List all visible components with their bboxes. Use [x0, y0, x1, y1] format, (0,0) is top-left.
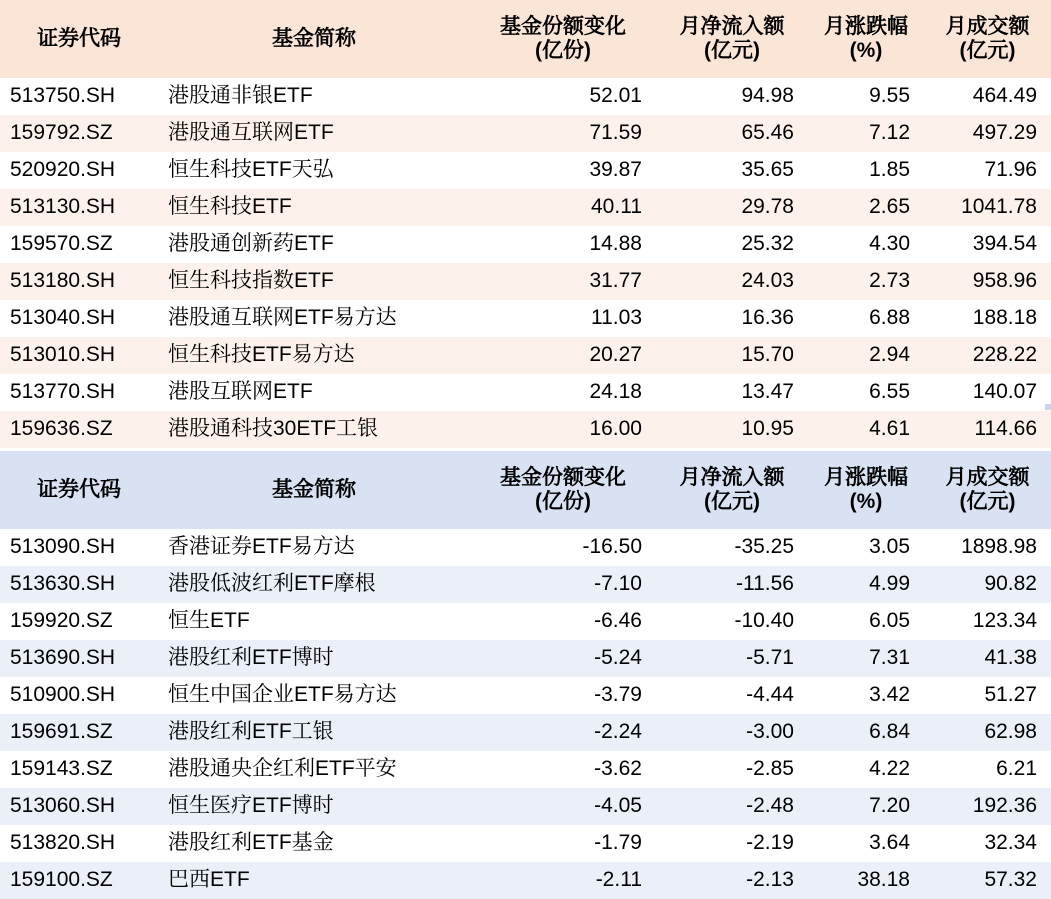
- cell-share-change: -1.79: [470, 825, 656, 862]
- column-header-code: [0, 451, 158, 529]
- cell-fund-name: 恒生科技指数ETF: [158, 263, 470, 300]
- table-row: [0, 374, 1051, 411]
- column-header-share-change: [470, 0, 656, 78]
- header-main: 证券代码: [37, 477, 121, 501]
- cell-monthly-change: 7.20: [808, 788, 924, 825]
- cell-code: 513750.SH: [0, 78, 158, 115]
- table-row: [0, 714, 1051, 751]
- cell-monthly-change: 7.31: [808, 640, 924, 677]
- cell-monthly-change: 4.61: [808, 411, 924, 448]
- cell-net-inflow: -2.85: [656, 751, 808, 788]
- cell-fund-name: 恒生科技ETF易方达: [158, 337, 470, 374]
- cell-turnover: 1898.98: [924, 529, 1051, 566]
- cell-monthly-change: 3.05: [808, 529, 924, 566]
- cell-turnover: 958.96: [924, 263, 1051, 300]
- cell-monthly-change: 4.30: [808, 226, 924, 263]
- table-row: [0, 115, 1051, 152]
- cell-fund-name: 恒生科技ETF天弘: [158, 152, 470, 189]
- cell-share-change: -6.46: [470, 603, 656, 640]
- cell-fund-name: 香港证券ETF易方达: [158, 529, 470, 566]
- cell-code: 513130.SH: [0, 189, 158, 226]
- cell-fund-name: 港股通科技30ETF工银: [158, 411, 470, 448]
- cell-net-inflow: -10.40: [656, 603, 808, 640]
- cell-monthly-change: 4.22: [808, 751, 924, 788]
- cell-code: 510900.SH: [0, 677, 158, 714]
- cell-code: 513040.SH: [0, 300, 158, 337]
- cell-net-inflow: -4.44: [656, 677, 808, 714]
- header-sub: (亿元): [959, 39, 1016, 62]
- table-row: [0, 189, 1051, 226]
- header-main: 基金份额变化: [500, 14, 626, 38]
- cell-share-change: -3.62: [470, 751, 656, 788]
- cell-share-change: 14.88: [470, 226, 656, 263]
- cell-share-change: 16.00: [470, 411, 656, 448]
- cell-net-inflow: 16.36: [656, 300, 808, 337]
- cell-monthly-change: 3.64: [808, 825, 924, 862]
- column-header-fund-name: [158, 0, 470, 78]
- cell-code: 159691.SZ: [0, 714, 158, 751]
- column-header-share-change: [470, 451, 656, 529]
- cell-turnover: 192.36: [924, 788, 1051, 825]
- cell-net-inflow: 94.98: [656, 78, 808, 115]
- table-row: [0, 226, 1051, 263]
- cell-code: 159570.SZ: [0, 226, 158, 263]
- cell-turnover: 123.34: [924, 603, 1051, 640]
- header-sub: (亿元): [704, 39, 760, 62]
- cell-turnover: 32.34: [924, 825, 1051, 862]
- cell-fund-name: 恒生ETF: [158, 603, 470, 640]
- cell-share-change: 39.87: [470, 152, 656, 189]
- header-sub: (亿元): [959, 490, 1016, 513]
- cell-code: 520920.SH: [0, 152, 158, 189]
- cell-net-inflow: -2.13: [656, 862, 808, 899]
- cell-net-inflow: 10.95: [656, 411, 808, 448]
- column-header-net-inflow: [656, 0, 808, 78]
- outflow-table: [0, 451, 1051, 899]
- cell-net-inflow: -2.48: [656, 788, 808, 825]
- cell-fund-name: 港股通非银ETF: [158, 78, 470, 115]
- cell-turnover: 497.29: [924, 115, 1051, 152]
- cell-code: 159920.SZ: [0, 603, 158, 640]
- header-main: 基金份额变化: [500, 465, 626, 489]
- edge-marker: [1045, 404, 1051, 410]
- header-main: 月成交额: [945, 465, 1030, 489]
- cell-fund-name: 港股通创新药ETF: [158, 226, 470, 263]
- column-header-turnover: [924, 0, 1051, 78]
- cell-monthly-change: 6.05: [808, 603, 924, 640]
- table-row: [0, 825, 1051, 862]
- cell-share-change: -5.24: [470, 640, 656, 677]
- cell-net-inflow: 24.03: [656, 263, 808, 300]
- cell-code: 159143.SZ: [0, 751, 158, 788]
- cell-share-change: -2.11: [470, 862, 656, 899]
- cell-turnover: 140.07: [924, 374, 1051, 411]
- cell-fund-name: 巴西ETF: [158, 862, 470, 899]
- cell-code: 513090.SH: [0, 529, 158, 566]
- cell-turnover: 57.32: [924, 862, 1051, 899]
- cell-fund-name: 港股互联网ETF: [158, 374, 470, 411]
- table-row: [0, 566, 1051, 603]
- cell-net-inflow: 29.78: [656, 189, 808, 226]
- table-row: [0, 411, 1051, 448]
- column-header-code: [0, 0, 158, 78]
- cell-fund-name: 港股通互联网ETF易方达: [158, 300, 470, 337]
- table-row: [0, 337, 1051, 374]
- cell-turnover: 41.38: [924, 640, 1051, 677]
- cell-turnover: 6.21: [924, 751, 1051, 788]
- cell-fund-name: 港股红利ETF基金: [158, 825, 470, 862]
- cell-code: 159792.SZ: [0, 115, 158, 152]
- cell-code: 159636.SZ: [0, 411, 158, 448]
- cell-share-change: -7.10: [470, 566, 656, 603]
- header-main: 基金简称: [272, 477, 356, 501]
- header-sub: (亿份): [535, 490, 591, 513]
- cell-turnover: 90.82: [924, 566, 1051, 603]
- cell-turnover: 71.96: [924, 152, 1051, 189]
- cell-share-change: 71.59: [470, 115, 656, 152]
- header-main: 月涨跌幅: [824, 14, 908, 38]
- header-sub: (%): [849, 39, 883, 62]
- cell-net-inflow: 15.70: [656, 337, 808, 374]
- cell-net-inflow: -11.56: [656, 566, 808, 603]
- cell-fund-name: 港股红利ETF工银: [158, 714, 470, 751]
- cell-turnover: 114.66: [924, 411, 1051, 448]
- inflow-table-body: [0, 78, 1051, 448]
- cell-monthly-change: 2.73: [808, 263, 924, 300]
- header-main: 月净流入额: [679, 465, 785, 489]
- cell-share-change: 31.77: [470, 263, 656, 300]
- cell-net-inflow: 25.32: [656, 226, 808, 263]
- cell-monthly-change: 6.55: [808, 374, 924, 411]
- table-row: [0, 300, 1051, 337]
- column-header-net-inflow: [656, 451, 808, 529]
- cell-code: 159100.SZ: [0, 862, 158, 899]
- header-main: 证券代码: [37, 26, 121, 50]
- cell-code: 513180.SH: [0, 263, 158, 300]
- cell-monthly-change: 7.12: [808, 115, 924, 152]
- cell-turnover: 394.54: [924, 226, 1051, 263]
- cell-fund-name: 恒生医疗ETF博时: [158, 788, 470, 825]
- header-main: 基金简称: [272, 26, 356, 50]
- cell-share-change: -2.24: [470, 714, 656, 751]
- cell-net-inflow: -2.19: [656, 825, 808, 862]
- cell-turnover: 51.27: [924, 677, 1051, 714]
- cell-turnover: 1041.78: [924, 189, 1051, 226]
- cell-net-inflow: -35.25: [656, 529, 808, 566]
- cell-fund-name: 恒生科技ETF: [158, 189, 470, 226]
- cell-share-change: 40.11: [470, 189, 656, 226]
- header-sub: (亿元): [704, 490, 760, 513]
- table-row: [0, 152, 1051, 189]
- cell-turnover: 228.22: [924, 337, 1051, 374]
- cell-code: 513060.SH: [0, 788, 158, 825]
- cell-net-inflow: -3.00: [656, 714, 808, 751]
- cell-code: 513690.SH: [0, 640, 158, 677]
- outflow-table-body: [0, 529, 1051, 899]
- inflow-table-header: [0, 0, 1051, 78]
- outflow-table-header: [0, 451, 1051, 529]
- cell-net-inflow: -5.71: [656, 640, 808, 677]
- header-sub: (%): [849, 490, 883, 513]
- table-row: [0, 529, 1051, 566]
- cell-share-change: 52.01: [470, 78, 656, 115]
- cell-turnover: 188.18: [924, 300, 1051, 337]
- column-header-monthly-change: [808, 451, 924, 529]
- header-main: 月涨跌幅: [824, 465, 908, 489]
- cell-fund-name: 港股红利ETF博时: [158, 640, 470, 677]
- cell-share-change: -3.79: [470, 677, 656, 714]
- cell-monthly-change: 6.84: [808, 714, 924, 751]
- cell-code: 513770.SH: [0, 374, 158, 411]
- cell-code: 513010.SH: [0, 337, 158, 374]
- table-row: [0, 603, 1051, 640]
- cell-fund-name: 港股通互联网ETF: [158, 115, 470, 152]
- table-row: [0, 640, 1051, 677]
- inflow-table: [0, 0, 1051, 448]
- header-sub: (亿份): [535, 39, 591, 62]
- table-row: [0, 751, 1051, 788]
- cell-share-change: -16.50: [470, 529, 656, 566]
- column-header-fund-name: [158, 451, 470, 529]
- cell-code: 513820.SH: [0, 825, 158, 862]
- cell-monthly-change: 3.42: [808, 677, 924, 714]
- cell-turnover: 464.49: [924, 78, 1051, 115]
- column-header-turnover: [924, 451, 1051, 529]
- table-row: [0, 788, 1051, 825]
- header-main: 月成交额: [945, 14, 1030, 38]
- table-header-row: [0, 451, 1051, 529]
- column-header-monthly-change: [808, 0, 924, 78]
- table-row: [0, 263, 1051, 300]
- cell-turnover: 62.98: [924, 714, 1051, 751]
- table-row: [0, 78, 1051, 115]
- cell-share-change: 24.18: [470, 374, 656, 411]
- cell-net-inflow: 35.65: [656, 152, 808, 189]
- table-row: [0, 862, 1051, 899]
- cell-monthly-change: 6.88: [808, 300, 924, 337]
- cell-monthly-change: 1.85: [808, 152, 924, 189]
- table-row: [0, 677, 1051, 714]
- cell-monthly-change: 4.99: [808, 566, 924, 603]
- cell-monthly-change: 2.65: [808, 189, 924, 226]
- cell-monthly-change: 2.94: [808, 337, 924, 374]
- cell-net-inflow: 13.47: [656, 374, 808, 411]
- cell-fund-name: 恒生中国企业ETF易方达: [158, 677, 470, 714]
- table-header-row: [0, 0, 1051, 78]
- cell-fund-name: 港股通央企红利ETF平安: [158, 751, 470, 788]
- header-main: 月净流入额: [679, 14, 785, 38]
- cell-fund-name: 港股低波红利ETF摩根: [158, 566, 470, 603]
- cell-share-change: 20.27: [470, 337, 656, 374]
- cell-monthly-change: 38.18: [808, 862, 924, 899]
- cell-net-inflow: 65.46: [656, 115, 808, 152]
- cell-code: 513630.SH: [0, 566, 158, 603]
- cell-monthly-change: 9.55: [808, 78, 924, 115]
- cell-share-change: -4.05: [470, 788, 656, 825]
- cell-share-change: 11.03: [470, 300, 656, 337]
